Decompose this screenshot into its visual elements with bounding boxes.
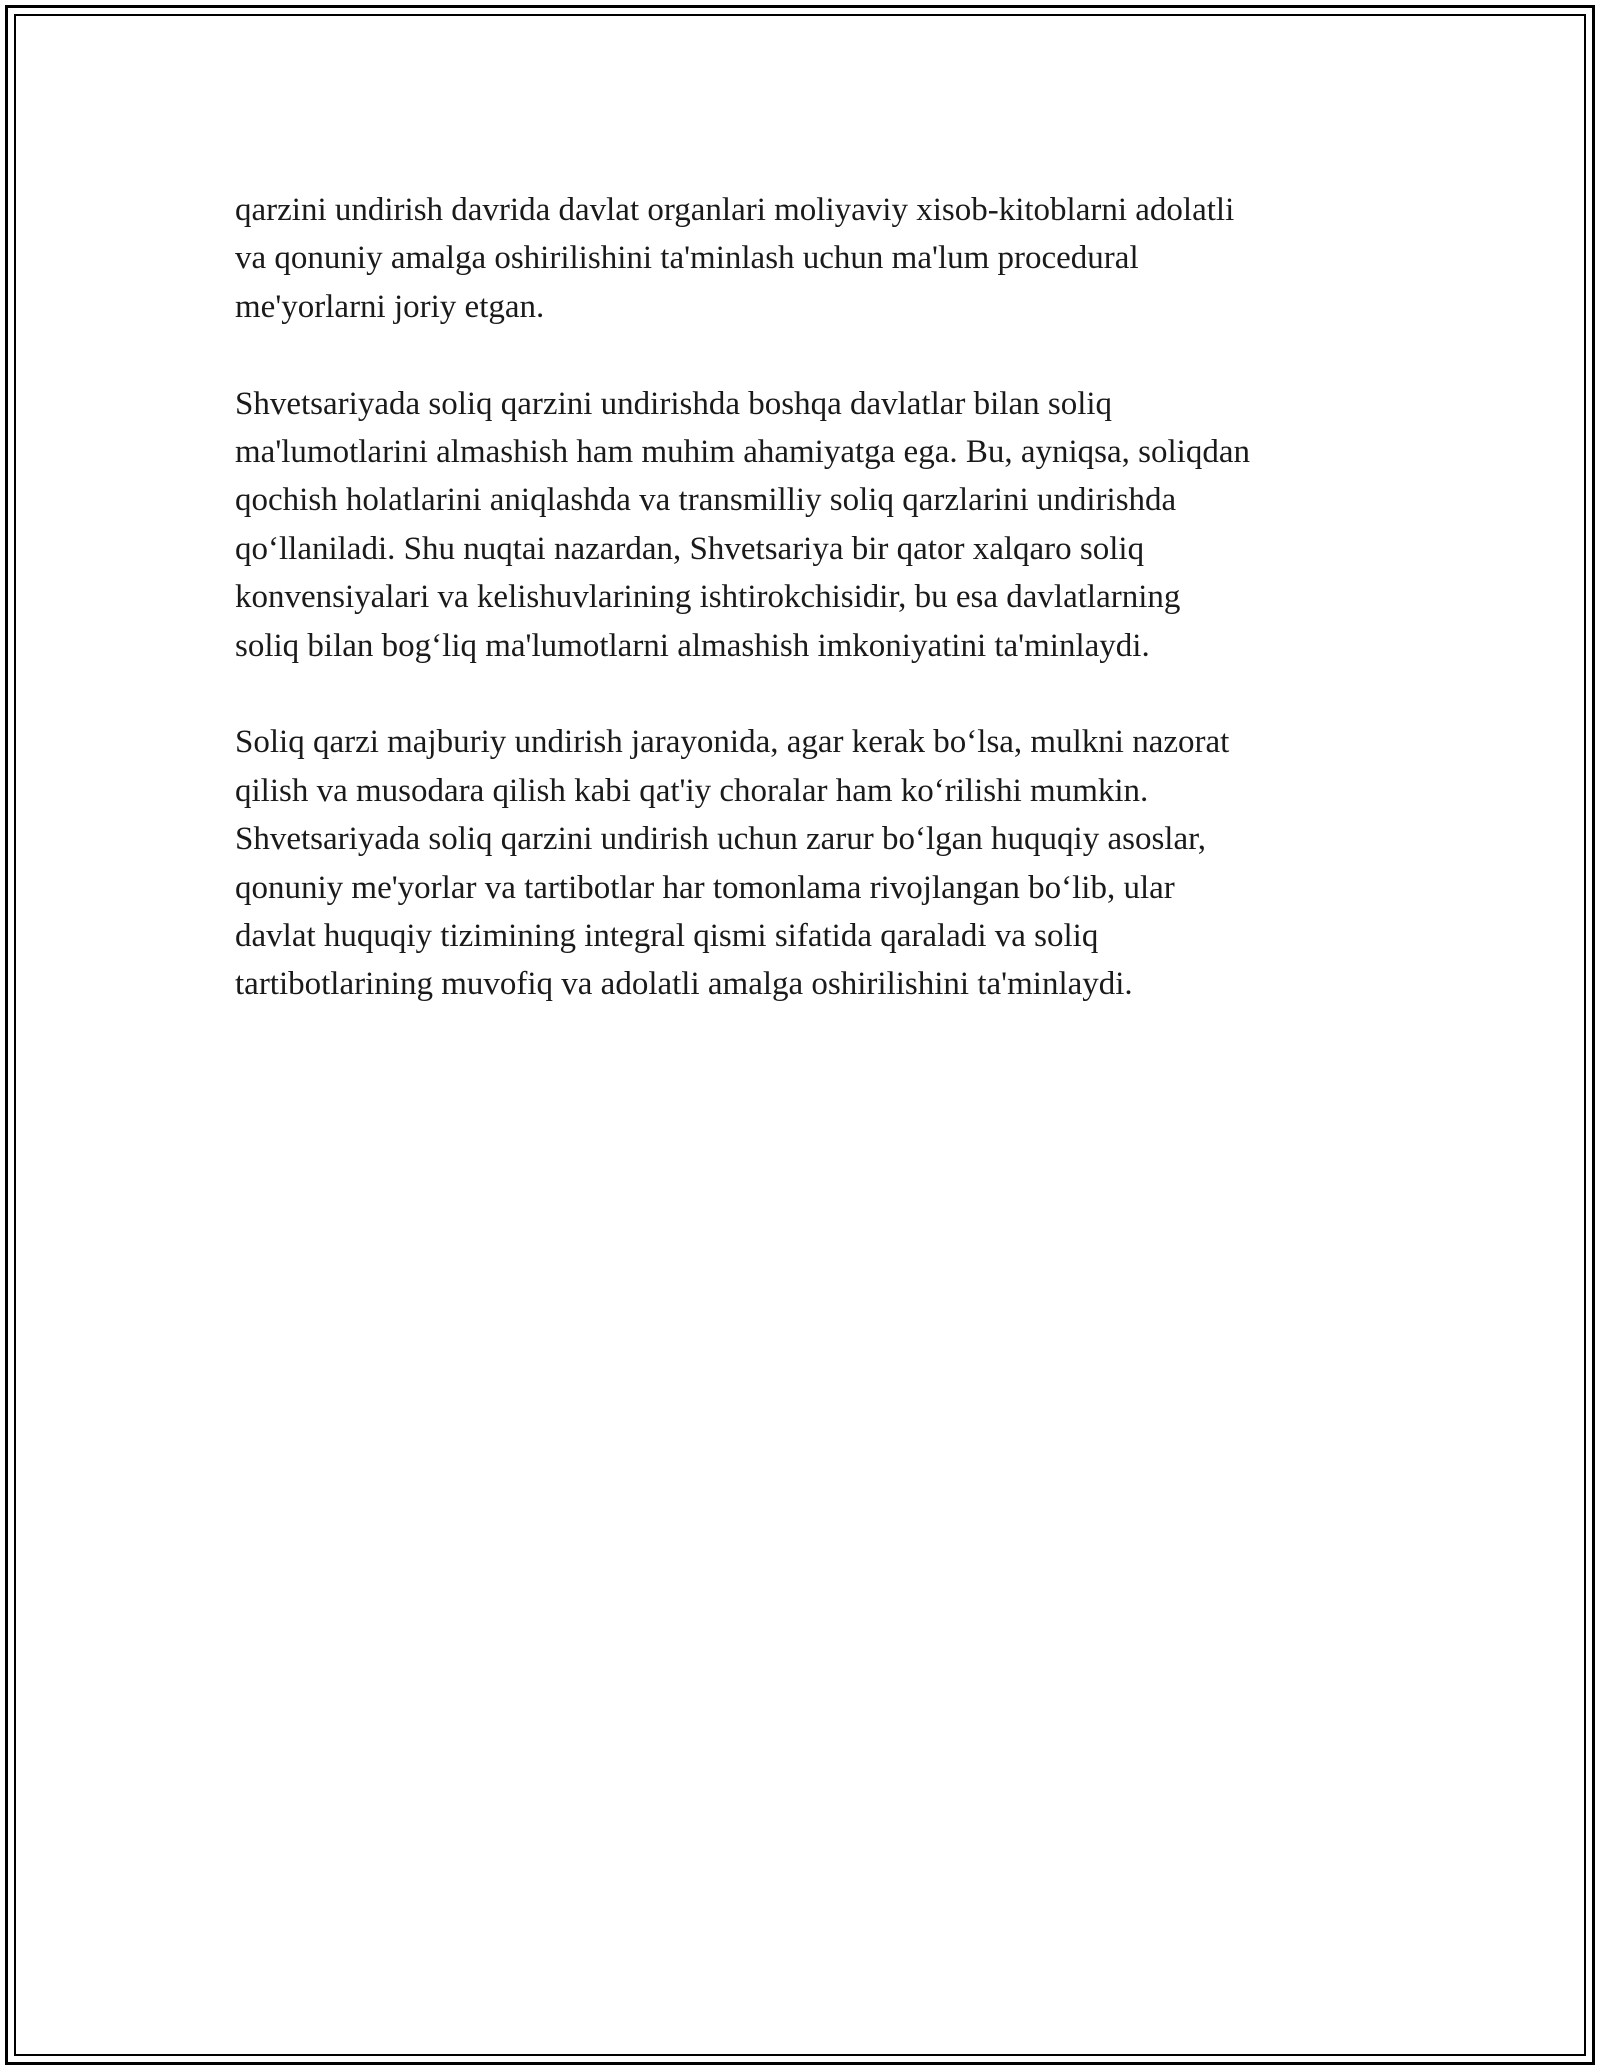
paragraph-line: qonuniy me'yorlar va tartibotlar har tomonlama rivojlangan bo‘lib, ular [235, 869, 1175, 906]
paragraph-3 [235, 718, 1395, 1008]
paragraph-line: qo‘llaniladi. Shu nuqtai nazardan, Shvetsariya bir qator xalqaro soliq [235, 530, 1145, 567]
paragraph-line: davlat huquqiy tizimining integral qismi sifatida qaraladi va soliq [235, 918, 1099, 955]
paragraph-line: qilish va musodara qilish kabi qat'iy choralar ham ko‘rilishi mumkin. [235, 772, 1149, 809]
paragraph-1 [235, 186, 1395, 331]
paragraph-line: Shvetsariyada soliq qarzini undirishda boshqa davlatlar bilan soliq [235, 385, 1113, 422]
paragraph-line: ma'lumotlarini almashish ham muhim ahamiyatga ega. Bu, ayniqsa, soliqdan [235, 434, 1250, 471]
paragraph-line: tartibotlarining muvofiq va adolatli amalga oshirilishini ta'minlaydi. [235, 966, 1133, 1003]
paragraph-line: Soliq qarzi majburiy undirish jarayonida, agar kerak bo‘lsa, mulkni nazorat [235, 724, 1230, 761]
paragraph-line: qarzini undirish davrida davlat organlari moliyaviy xisob-kitoblarni adolatli [235, 192, 1235, 228]
paragraph-line: va qonuniy amalga oshirilishini ta'minlash uchun ma'lum procedural [235, 240, 1139, 277]
document-body [235, 186, 1395, 1057]
paragraph-line: soliq bilan bog‘liq ma'lumotlarni almashish imkoniyatini ta'minlaydi. [235, 627, 1150, 664]
paragraph-2 [235, 380, 1395, 670]
paragraph-line: Shvetsariyada soliq qarzini undirish uchun zarur bo‘lgan huquqiy asoslar, [235, 821, 1207, 858]
paragraph-line: me'yorlarni joriy etgan. [235, 288, 545, 325]
paragraph-line: konvensiyalari va kelishuvlarining ishtirokchisidir, bu esa davlatlarning [235, 579, 1181, 616]
paragraph-line: qochish holatlarini aniqlashda va transmilliy soliq qarzlarini undirishda [235, 482, 1177, 519]
